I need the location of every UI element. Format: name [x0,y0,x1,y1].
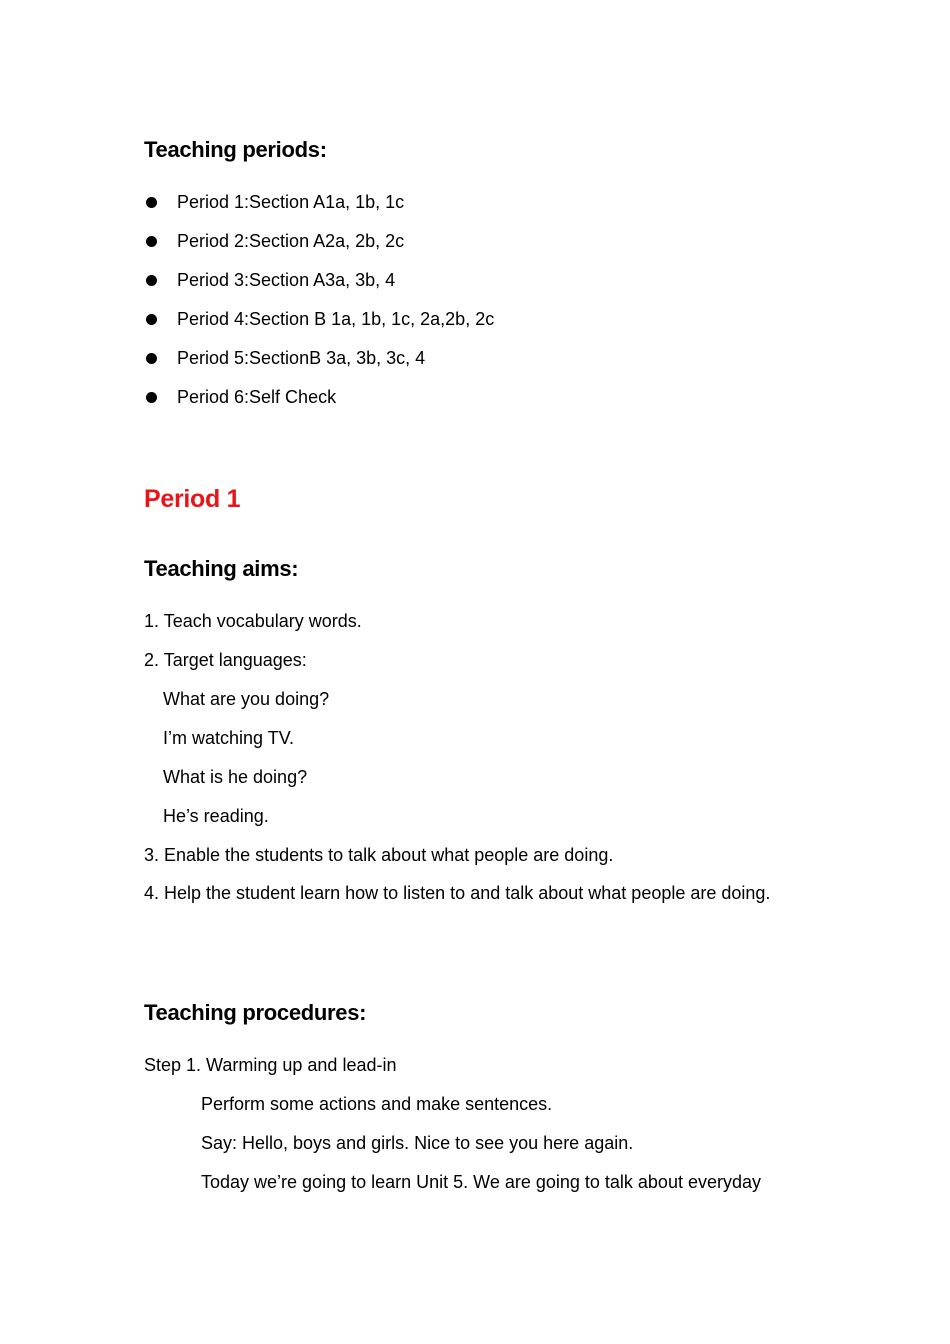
target-language-line: I’m watching TV. [163,728,295,748]
bullet-icon [146,275,157,286]
step-1-line: Today we’re going to learn Unit 5. We are going to talk about everyday [201,1172,761,1192]
period-list-item: Period 5:SectionB 3a, 3b, 3c, 4 [177,348,426,368]
teaching-aims-heading: Teaching aims: [144,556,299,581]
bullet-icon [146,236,157,247]
teaching-periods-heading: Teaching periods: [144,137,327,162]
aim-item-1: 1. Teach vocabulary words. [144,611,362,631]
teaching-procedures-heading: Teaching procedures: [144,1000,367,1025]
bullet-icon [146,353,157,364]
step-1-line: Say: Hello, boys and girls. Nice to see you here again. [201,1133,634,1153]
target-language-line: What is he doing? [163,767,308,787]
period-list-item: Period 3:Section A3a, 3b, 4 [177,270,396,290]
target-language-line: What are you doing? [163,689,330,709]
bullet-icon [146,314,157,325]
step-1-title: Step 1. Warming up and lead-in [144,1055,397,1075]
aim-item-2: 2. Target languages: [144,650,307,670]
period-1-title: Period 1 [144,485,241,513]
period-list-item: Period 4:Section B 1a, 1b, 1c, 2a,2b, 2c [177,309,495,329]
period-list-item: Period 6:Self Check [177,387,337,407]
aim-item-4: 4. Help the student learn how to listen to and talk about what people are doing. [144,883,771,903]
aim-item-3: 3. Enable the students to talk about what people are doing. [144,845,614,865]
bullet-icon [146,197,157,208]
target-language-line: He’s reading. [163,806,269,826]
period-list-item: Period 1:Section A1a, 1b, 1c [177,192,405,212]
period-list-item: Period 2:Section A2a, 2b, 2c [177,231,405,251]
bullet-icon [146,392,157,403]
step-1-line: Perform some actions and make sentences. [201,1094,553,1114]
